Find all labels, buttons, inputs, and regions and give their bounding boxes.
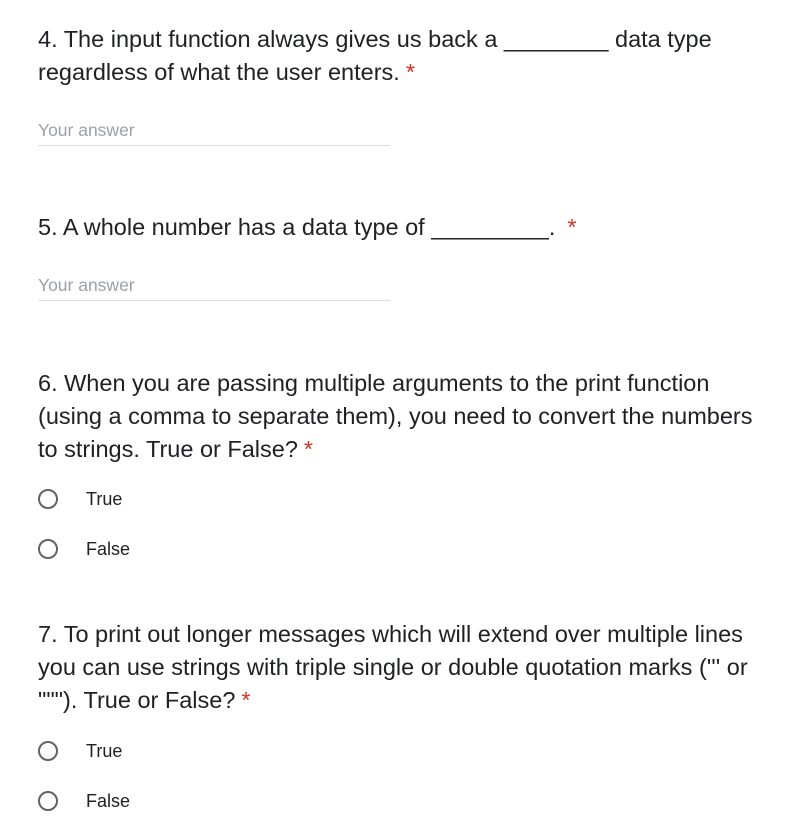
question-6-title	[38, 367, 763, 466]
question-5-title-text: 5. A whole number has a data type of _________.	[38, 214, 556, 240]
question-6-option-false[interactable]	[38, 534, 130, 564]
question-5-title	[38, 211, 768, 244]
required-asterisk: *	[303, 436, 314, 462]
question-7	[38, 618, 768, 811]
question-4-answer-field	[38, 115, 390, 146]
option-label: True	[86, 740, 123, 761]
question-7-title	[38, 618, 763, 717]
question-7-option-true[interactable]	[38, 736, 122, 766]
question-4-title-text: 4. The input function always gives us back a ________ data type regardless of what the user enters.	[38, 26, 712, 85]
question-6-option-true[interactable]	[38, 484, 122, 514]
question-5	[38, 211, 768, 244]
question-4-title	[38, 23, 743, 89]
question-7-option-false[interactable]	[38, 786, 130, 816]
question-5-answer-input[interactable]	[38, 270, 390, 300]
question-4	[38, 23, 768, 89]
required-asterisk: *	[405, 59, 415, 85]
option-label: False	[86, 790, 131, 811]
question-6-title-text: 6. When you are passing multiple arguments to the print function (using a comma to separate them), you need to convert the numbers to strings. True or False?	[38, 370, 753, 462]
question-6	[38, 367, 768, 559]
option-label: True	[86, 488, 123, 509]
question-4-answer-input[interactable]	[38, 115, 390, 145]
question-5-answer-field	[38, 270, 390, 301]
radio-button-icon[interactable]	[38, 539, 58, 559]
question-7-title-text: 7. To print out longer messages which will extend over multiple lines you can use strings with triple single or double quotation marks (''' or """). True or False?	[38, 621, 748, 713]
radio-button-icon[interactable]	[38, 489, 58, 509]
required-asterisk: *	[241, 687, 251, 713]
required-asterisk: *	[567, 214, 577, 240]
radio-button-icon[interactable]	[38, 791, 58, 811]
radio-button-icon[interactable]	[38, 741, 58, 761]
option-label: False	[86, 538, 131, 559]
